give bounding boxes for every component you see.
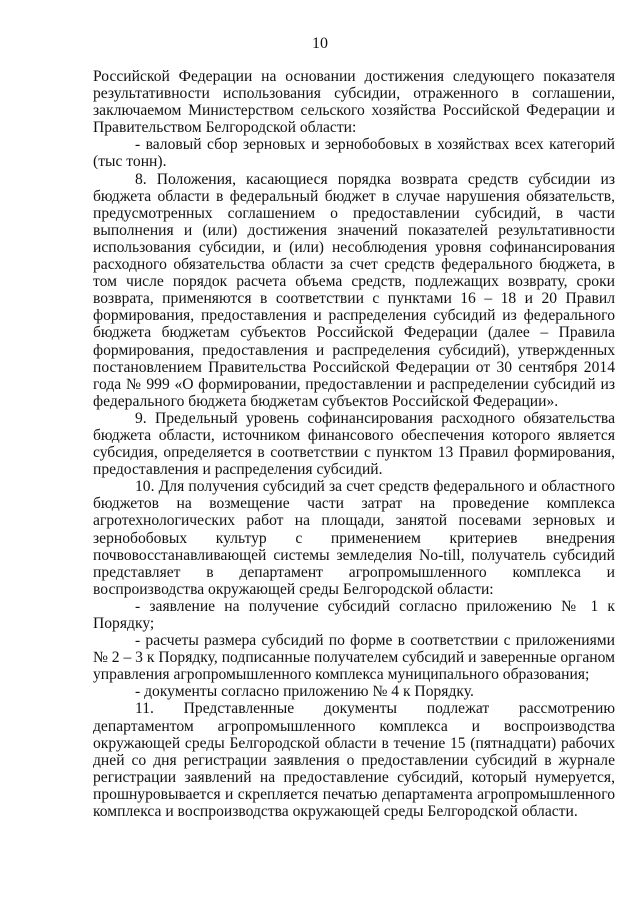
paragraph: - заявление на получение субсидий согласно приложению № 1 к Порядку; bbox=[93, 597, 615, 632]
paragraph: - валовый сбор зерновых и зернобобовых в хозяйствах всех категорий (тыс тонн). bbox=[93, 136, 615, 171]
paragraph: 8. Положения, касающиеся порядка возврата средств субсидии из бюджета области в федеральный бюджет в случае нарушения обязательств, предусмотренных соглашением о предоставлении субсидий, в части выполнения и (или) достижения значений показателей результативности использования субсидии, и (или) несоблюдения уровня софинансирования расходного обязательства области за счет средств федерального бюджета, в том числе порядок расчета объема средств, подлежащих возврату, сроки возврата, применяются в соответствии с пунктами 16 – 18 и 20 Правил формирования, предоставления и распределения субсидий из федерального бюджета бюджетам субъектов Российской Федерации (далее – Правила формирования, предоставления и распределения субсидий), утвержденных постановлением Правительства Российской Федерации от 30 сентября 2014 года № 999 «О формировании, предоставлении и распределении субсидий из федерального бюджета бюджетам субъектов Российской Федерации». bbox=[93, 170, 615, 410]
body-text bbox=[93, 68, 615, 820]
paragraph: - документы согласно приложению № 4 к Порядку. bbox=[135, 683, 474, 701]
page-number: 10 bbox=[312, 35, 328, 52]
paragraph: 10. Для получения субсидий за счет средств федерального и областного бюджетов на возмещение части затрат на проведение комплекса агротехнологических работ на площади, занятой посевами зерновых и зернобобовых культур с применением критериев внедрения почвовосстанавливающей системы земледелия No-till, получатель субсидий представляет в департамент агропромышленного комплекса и воспроизводства окружающей среды Белгородской области: bbox=[93, 478, 615, 598]
paragraph: 9. Предельный уровень софинансирования расходного обязательства бюджета области, источником финансового обеспечения которого является субсидия, определяется в соответствии с пунктом 13 Правил формирования, предоставления и распределения субсидий. bbox=[93, 409, 615, 479]
paragraph: - расчеты размера субсидий по форме в соответствии с приложениями № 2 – 3 к Порядку, подписанные получателем субсидий и заверенные органом управления агропромышленного комплекса муниципального образования; bbox=[93, 632, 615, 684]
paragraph: 11. Представленные документы подлежат рассмотрению департаментом агропромышленного комплекса и воспроизводства окружающей среды Белгородской области в течение 15 (пятнадцати) рабочих дней со дня регистрации заявления о предоставлении субсидий в журнале регистрации заявлений на предоставление субсидий, который нумеруется, прошнуровывается и скрепляется печатью департамента агропромышленного комплекса и воспроизводства окружающей среды Белгородской области. bbox=[93, 700, 615, 821]
paragraph: Российской Федерации на основании достижения следующего показателя результативности использования субсидии, отраженного в соглашении, заключаемом Министерством сельского хозяйства Российской Федерации и Правительством Белгородской области: bbox=[93, 68, 615, 137]
